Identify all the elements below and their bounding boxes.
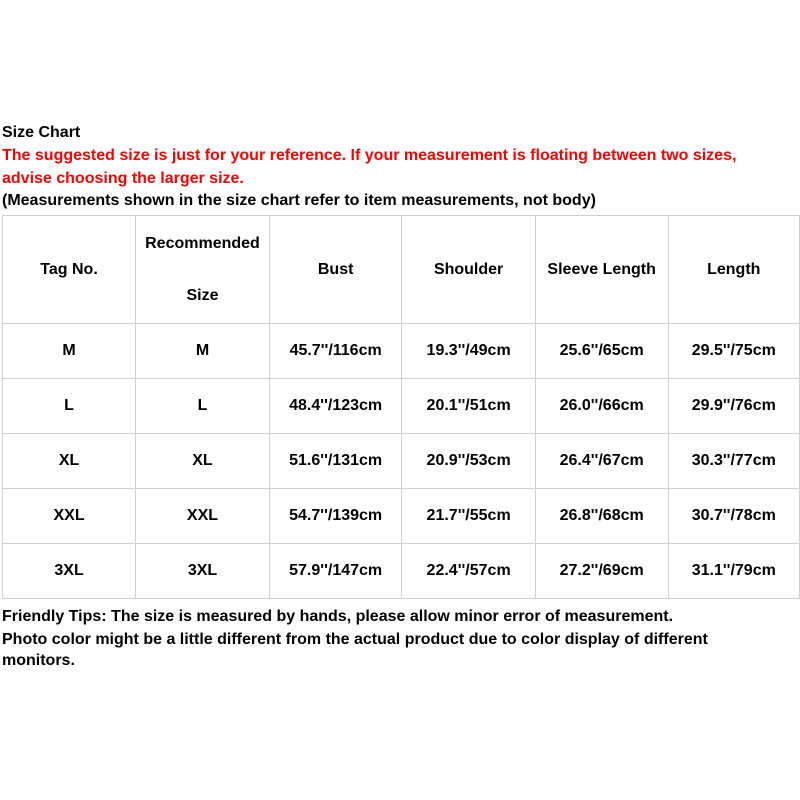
cell-sleeve-length: 26.8''/68cm — [535, 489, 668, 544]
table-row — [3, 489, 800, 544]
header-recommended-size — [136, 216, 270, 324]
cell-shoulder: 20.1''/51cm — [402, 379, 535, 434]
cell-sleeve-length: 26.0''/66cm — [535, 379, 668, 434]
cell-bust: 45.7''/116cm — [269, 324, 402, 379]
cell-recommended: XL — [136, 434, 270, 489]
cell-recommended: 3XL — [136, 544, 270, 599]
cell-tag: 3XL — [3, 544, 136, 599]
tips-line-1: Friendly Tips: The size is measured by hands, please allow minor error of measurement. — [2, 608, 674, 625]
cell-length: 30.7''/78cm — [668, 489, 799, 544]
table-row — [3, 544, 800, 599]
table-row — [3, 434, 800, 489]
cell-tag: L — [3, 379, 136, 434]
cell-sleeve-length: 26.4''/67cm — [535, 434, 668, 489]
cell-length: 30.3''/77cm — [668, 434, 799, 489]
cell-bust: 51.6''/131cm — [269, 434, 402, 489]
cell-length: 31.1''/79cm — [668, 544, 799, 599]
cell-tag: XXL — [3, 489, 136, 544]
recommended-label-line-2: Size — [186, 286, 219, 304]
header-tag-no: Tag No. — [3, 216, 136, 324]
cell-bust: 54.7''/139cm — [269, 489, 402, 544]
cell-shoulder: 21.7''/55cm — [402, 489, 535, 544]
size-chart-title: Size Chart — [2, 124, 81, 141]
tips-line-2a: Photo color might be a little different from the actual product due to color display of different — [2, 631, 708, 648]
cell-recommended: M — [136, 324, 270, 379]
cell-bust: 48.4''/123cm — [269, 379, 402, 434]
cell-length: 29.9''/76cm — [668, 379, 799, 434]
measurement-note: (Measurements shown in the size chart refer to item measurements, not body) — [2, 192, 596, 209]
friendly-tips — [2, 606, 800, 671]
cell-bust: 57.9''/147cm — [269, 544, 402, 599]
header-sleeve-length: Sleeve Length — [535, 216, 668, 324]
header-shoulder: Shoulder — [402, 216, 535, 324]
cell-sleeve-length: 25.6''/65cm — [535, 324, 668, 379]
cell-sleeve-length: 27.2''/69cm — [535, 544, 668, 599]
recommended-label-line-1: Recommended — [145, 234, 260, 252]
recommended-size-label — [145, 231, 260, 309]
cell-tag: M — [3, 324, 136, 379]
cell-recommended: XXL — [136, 489, 270, 544]
cell-shoulder: 20.9''/53cm — [402, 434, 535, 489]
cell-length: 29.5''/75cm — [668, 324, 799, 379]
header-length: Length — [668, 216, 799, 324]
cell-shoulder: 22.4''/57cm — [402, 544, 535, 599]
table-header-row — [3, 216, 800, 324]
header-bust: Bust — [269, 216, 402, 324]
size-table — [2, 215, 800, 599]
cell-tag: XL — [3, 434, 136, 489]
tips-line-2b: monitors. — [2, 652, 75, 669]
size-warning-line-2: advise choosing the larger size. — [2, 170, 244, 187]
cell-shoulder: 19.3''/49cm — [402, 324, 535, 379]
table-row — [3, 324, 800, 379]
table-row — [3, 379, 800, 434]
cell-recommended: L — [136, 379, 270, 434]
size-chart-heading — [2, 121, 800, 212]
tips-line-2 — [2, 629, 800, 671]
size-warning-line-1: The suggested size is just for your reference. If your measurement is floating between two sizes, — [2, 147, 737, 164]
recommended-label-spacer — [145, 257, 260, 283]
